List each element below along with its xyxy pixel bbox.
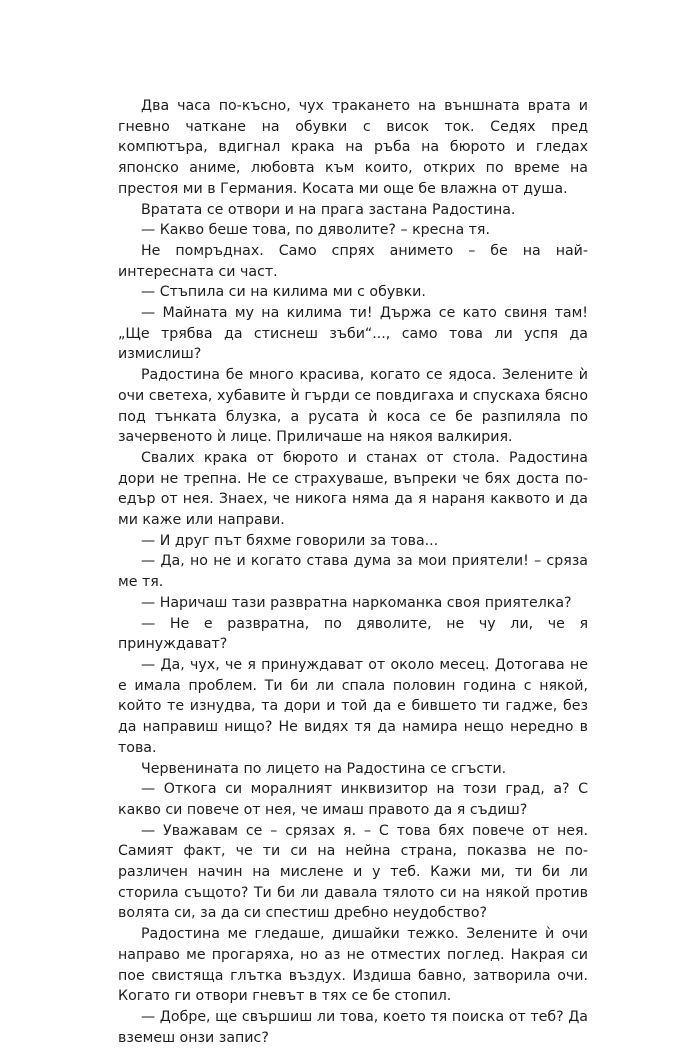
paragraph: Свалих крака от бюрото и станах от стола. Радостина дори не трепна. Не се страхуваше, въпреки че бях доста по-едър от нея. Знаех, че никога няма да я нараня каквото и да ми каже или направи. — [118, 449, 588, 529]
paragraph: — И друг път бяхме говорили за това... — [141, 532, 439, 549]
paragraph: — Добре, ще свършиш ли това, което тя поиска от теб? Да вземеш онзи запис? — [118, 1008, 588, 1046]
paragraph: — Уважавам се – срязах я. – С това бях повече от нея. Самият факт, че ти си на нейна страна, показва не по-различен начин на мислене и у теб. Кажи ми, ти би ли сторила същото? Ти би ли давала тялото си на някой против волята си, за да си спестиш дребно неудобство? — [118, 822, 588, 922]
paragraph: — Да, но не и когато става дума за мои приятели! – сряза ме тя. — [118, 553, 588, 591]
paragraph: Не помръднах. Само спрях анимето – бе на най-интересната си част. — [118, 242, 588, 280]
paragraph: — Майната му на килима ти! Държа се като свиня там! „Ще трябва да стиснеш зъби“..., само това ли успя да измислиш? — [118, 305, 588, 363]
paragraph: Радостина ме гледаше, дишайки тежко. Зелените ѝ очи направо ме прогаряха, но аз не отместих поглед. Накрая си пое свистяща глътка въздух. Издиша бавно, затворила очи. Когато ги отвори гневът в тях се бе стопил. — [118, 926, 588, 1005]
paragraph: Два часа по-късно, чух тракането на външната врата и гневно чаткане на обувки с висок ток. Седях пред компютъра, вдигнал крака на ръба на бюрото и гледах японско аниме, любовта към които, открих по време на престоя ми в Германия. Косата ми още бе влажна от душа. — [118, 98, 588, 197]
paragraph: Червенината по лицето на Радостина се сгъсти. — [141, 760, 507, 777]
body-text — [118, 96, 588, 1048]
paragraph: — Да, чух, че я принуждават от около месец. Дотогава не е имала проблем. Ти би ли спала половин година с някой, който те изнудва, та дори и той да е бившето ти гадже, без да направиш нищо? Не видях тя да намира нещо нередно в това. — [118, 656, 588, 756]
paragraph: — Откога си моралният инквизитор на този град, а? С какво си повече от нея, че имаш правото да я съдиш? — [118, 781, 588, 818]
paragraph: Вратата се отвори и на прага застана Радостина. — [141, 201, 516, 218]
paragraph: — Наричаш тази развратна наркоманка своя приятелка? — [141, 594, 572, 611]
paragraph: Радостина бе много красива, когато се ядоса. Зелените ѝ очи светеха, хубавите ѝ гърди се повдигаха и спускаха бясно под тънката блузка, а русата ѝ коса се бе разпиляла по зачервеното ѝ лице. Приличаше на някоя валкирия. — [118, 367, 588, 446]
paragraph: — Стъпила си на килима ми с обувки. — [141, 284, 426, 301]
paragraph: — Какво беше това, по дяволите? – кресна тя. — [141, 222, 490, 239]
paragraph: — Не е развратна, по дяволите, не чу ли, че я принуждават? — [118, 615, 588, 653]
